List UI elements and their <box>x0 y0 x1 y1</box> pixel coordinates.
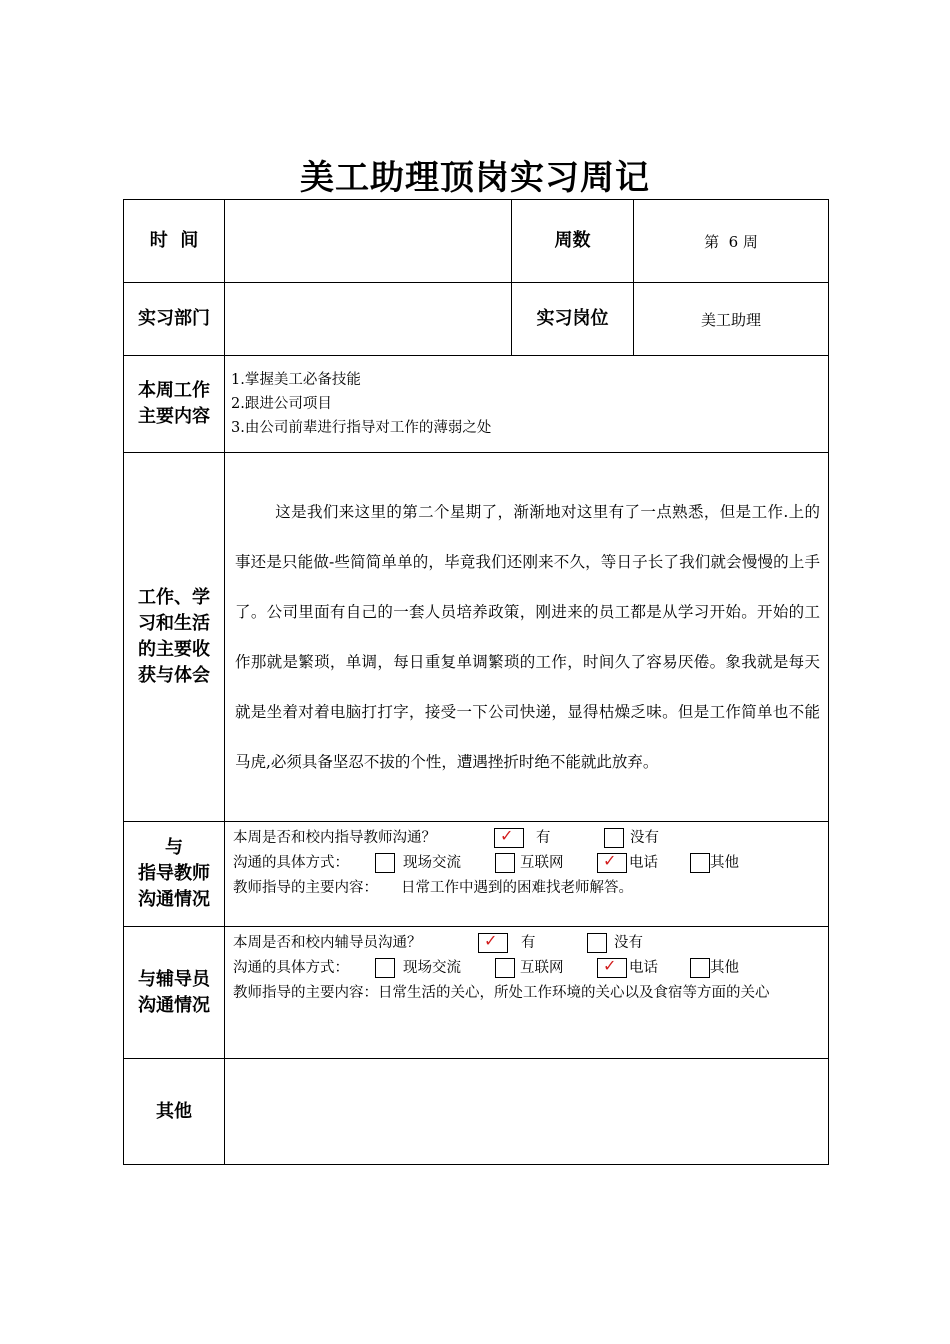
work-content-list[interactable] <box>225 356 829 453</box>
counselor-method-onsite-checkbox[interactable] <box>375 958 395 978</box>
teacher-method-phone-label: 电话 <box>629 855 658 871</box>
teacher-method-line <box>233 851 820 876</box>
work-content-label-line: 主要内容 <box>138 406 210 427</box>
teacher-yes-checkbox[interactable] <box>494 828 524 848</box>
counselor-yes-label: 有 <box>521 935 536 951</box>
teacher-label-line: 沟通情况 <box>138 889 210 910</box>
teacher-method-label: 沟通的具体方式： <box>233 855 349 871</box>
teacher-communication-details <box>225 822 829 927</box>
row-work-content <box>124 356 829 453</box>
work-item: 1.掌握美工必备技能 <box>231 372 361 388</box>
counselor-content-value: 日常生活的关心，所处工作环境的关心以及食宿等方面的关心 <box>378 985 770 1001</box>
work-item: 3.由公司前辈进行指导对工作的薄弱之处 <box>231 420 492 436</box>
row-other <box>124 1059 829 1165</box>
row-counselor-communication <box>124 927 829 1059</box>
check-mark-icon: ✓ <box>603 851 617 870</box>
teacher-no-checkbox[interactable] <box>604 828 624 848</box>
department-value[interactable] <box>225 283 512 356</box>
teacher-content-label: 教师指导的主要内容： <box>233 880 378 896</box>
counselor-method-onsite-label: 现场交流 <box>403 960 461 976</box>
gains-text[interactable]: 这是我们来这里的第二个星期了，渐渐地对这里有了一点熟悉，但是工作.上的事还是只能做-些简简单单的，毕竟我们还刚来不久，等日子长了我们就会慢慢的上手了。公司里面有自己的一套人员培养政策，刚进来的员工都是从学习开始。开始的工作那就是繁琐，单调，每日重复单调繁琐的工作，时间久了容易厌倦。象我就是每天就是坐着对着电脑打打字，接受一下公司快递，显得枯燥乏味。但是工作简单也不能马虎,必须具备坚忍不拔的个性，遭遇挫折时绝不能就此放弃。 <box>225 453 829 822</box>
teacher-method-other-label: 其他 <box>710 855 739 871</box>
counselor-method-internet-label: 互联网 <box>520 960 564 976</box>
counselor-method-phone-label: 电话 <box>629 960 658 976</box>
check-mark-icon: ✓ <box>603 956 617 975</box>
time-value[interactable] <box>225 200 512 283</box>
counselor-label-line: 与辅导员 <box>138 968 210 990</box>
teacher-method-internet-checkbox[interactable] <box>495 853 515 873</box>
post-value[interactable]: 美工助理 <box>634 283 829 356</box>
row-department <box>124 283 829 356</box>
counselor-method-label: 沟通的具体方式： <box>233 960 349 976</box>
counselor-method-internet-checkbox[interactable] <box>495 958 515 978</box>
gains-label-line: 工作、学 <box>138 587 210 608</box>
teacher-label-line: 与 <box>165 837 183 858</box>
counselor-method-phone-checkbox[interactable] <box>597 958 627 978</box>
teacher-method-other-checkbox[interactable] <box>690 853 710 873</box>
time-label: 时 间 <box>124 200 225 283</box>
counselor-communication-label <box>124 927 225 1059</box>
page-title: 美工助理顶岗实习周记 <box>300 158 650 198</box>
teacher-question-line <box>233 826 820 851</box>
counselor-label-line: 沟通情况 <box>138 994 210 1016</box>
teacher-content-value: 日常工作中遇到的困难找老师解答。 <box>401 880 633 896</box>
counselor-yes-checkbox[interactable] <box>478 933 508 953</box>
other-label: 其他 <box>124 1059 225 1165</box>
counselor-no-label: 没有 <box>614 935 643 951</box>
counselor-method-other-label: 其他 <box>710 960 739 976</box>
gains-label-line: 习和生活 <box>138 613 210 634</box>
counselor-no-checkbox[interactable] <box>587 933 607 953</box>
teacher-content-line <box>233 876 820 901</box>
counselor-communication-details <box>225 927 829 1059</box>
gains-label <box>124 453 225 822</box>
teacher-method-phone-checkbox[interactable] <box>597 853 627 873</box>
row-time <box>124 200 829 283</box>
row-gains <box>124 453 829 822</box>
teacher-method-onsite-checkbox[interactable] <box>375 853 395 873</box>
teacher-label-line: 指导教师 <box>138 863 210 884</box>
gains-label-line: 获与体会 <box>138 665 210 686</box>
counselor-method-line <box>233 956 820 981</box>
work-item: 2.跟进公司项目 <box>231 396 332 412</box>
weekly-report-form <box>123 199 829 1165</box>
gains-label-line: 的主要收 <box>138 639 210 660</box>
check-mark-icon: ✓ <box>500 826 514 845</box>
counselor-question: 本周是否和校内辅导员沟通？ <box>233 935 422 951</box>
counselor-content-label: 教师指导的主要内容： <box>233 985 378 1001</box>
counselor-content-line <box>233 981 820 1006</box>
teacher-method-onsite-label: 现场交流 <box>403 855 461 871</box>
teacher-question: 本周是否和校内指导教师沟通？ <box>233 830 436 846</box>
teacher-no-label: 没有 <box>630 830 659 846</box>
department-label: 实习部门 <box>124 283 225 356</box>
work-content-label-line: 本周工作 <box>138 380 210 401</box>
other-value[interactable] <box>225 1059 829 1165</box>
counselor-question-line <box>233 931 820 956</box>
week-label: 周数 <box>512 200 634 283</box>
post-label: 实习岗位 <box>512 283 634 356</box>
teacher-communication-label <box>124 822 225 927</box>
row-teacher-communication <box>124 822 829 927</box>
counselor-method-other-checkbox[interactable] <box>690 958 710 978</box>
teacher-method-internet-label: 互联网 <box>520 855 564 871</box>
work-content-label <box>124 356 225 453</box>
week-value[interactable]: 第 6 周 <box>634 200 829 283</box>
check-mark-icon: ✓ <box>484 931 498 950</box>
teacher-yes-label: 有 <box>536 830 551 846</box>
